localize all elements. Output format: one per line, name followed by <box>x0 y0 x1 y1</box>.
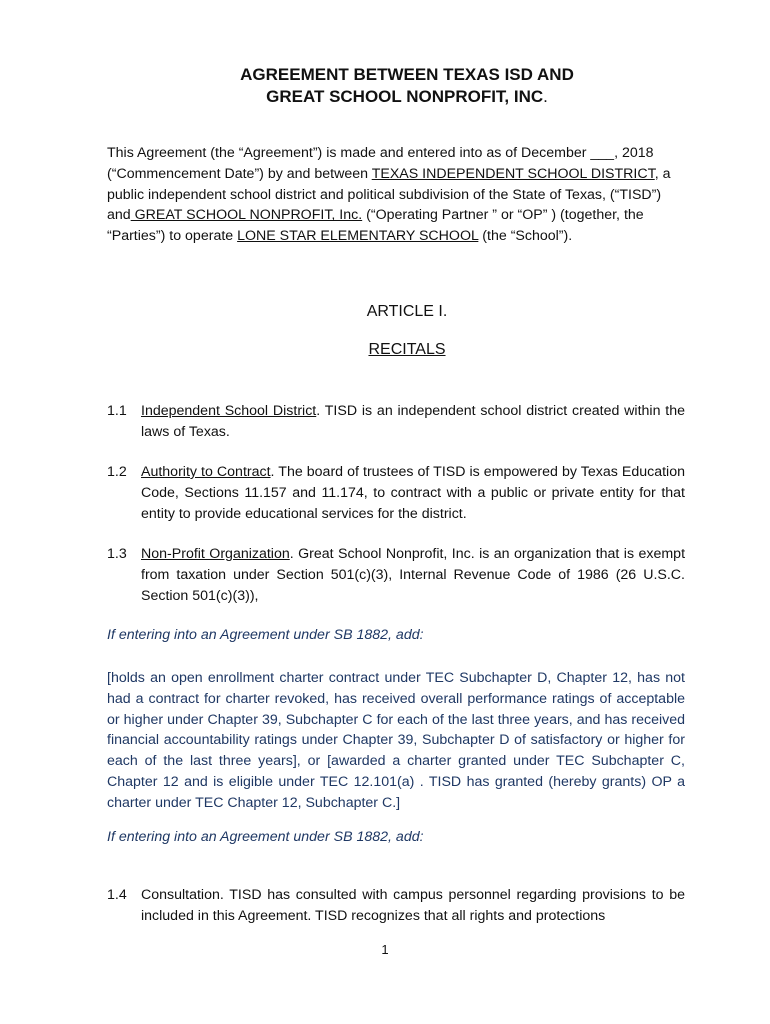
item-body <box>141 885 685 927</box>
item-body <box>141 544 685 606</box>
intro-school-name: LONE STAR ELEMENTARY SCHOOL <box>237 228 479 245</box>
title-line-2-period: . <box>543 87 548 106</box>
item-body <box>141 401 685 443</box>
sb1882-note-2: If entering into an Agreement under SB 1882, add: <box>107 829 424 845</box>
title-line-2 <box>0 86 770 108</box>
intro-party-op: GREAT SCHOOL NONPROFIT, Inc. <box>130 207 363 224</box>
item-text: . The board of trustees of TISD is empowered by Texas Education Code, Sections 11.157 and 11.174, to contract with a public or private entity for that entity to provide educational services for the district. <box>141 464 685 522</box>
item-number: 1.3 <box>107 546 127 562</box>
recital-item-1-3 <box>107 544 685 606</box>
title-line-2-text: GREAT SCHOOL NONPROFIT, INC <box>266 87 544 106</box>
page-number: 1 <box>381 942 389 957</box>
intro-text-2: , a public independent school district and political subdivision of the State of Texas, (“TISD”) and <box>107 165 671 224</box>
eligibility-bracket-paragraph: [holds an open enrollment charter contract under TEC Subchapter D, Chapter 12, has not had a contract for charter revoked, has received overall performance ratings of acceptable or higher under Chapter 39, Subchapter C for each of the last three years, and has received financial accountability ratings under Chapter 39, Subchapter D of satisfactory or higher for each of the last three years], or [awarded a charter granted under TEC Subchapter C, Chapter 12 and is eligible under TEC 12.101(a) . TISD has granted (hereby grants) OP a charter under TEC Chapter 12, Subchapter C.] <box>107 670 685 811</box>
item-number: 1.2 <box>107 464 127 480</box>
article-subheading: RECITALS <box>368 341 446 358</box>
document-title <box>0 64 770 108</box>
title-line-1: AGREEMENT BETWEEN TEXAS ISD AND <box>240 65 574 84</box>
intro-paragraph <box>107 143 685 247</box>
item-title: Non-Profit Organization <box>141 546 290 562</box>
sb1882-note-1: If entering into an Agreement under SB 1882, add: <box>107 627 424 643</box>
item-text: . Great School Nonprofit, Inc. is an organization that is exempt from taxation under Section 501(c)(3), Internal Revenue Code of 1986 (26 U.S.C. Section 501(c)(3)), <box>141 546 686 604</box>
intro-text-3: (“Operating Partner ” or “OP” ) (together, the “Parties”) to operate <box>107 207 644 245</box>
intro-text-4: (the “School”). <box>478 228 573 245</box>
intro-text-1: This Agreement (the “Agreement”) is made and entered into as of December ___, 2018 (“Commencement Date”) by and between <box>107 145 654 182</box>
recital-item-1-4 <box>107 885 685 927</box>
item-title: Authority to Contract <box>141 464 271 480</box>
item-number: 1.1 <box>107 403 127 419</box>
article-heading: ARTICLE I. <box>366 303 448 320</box>
item-body <box>141 462 685 524</box>
item-number: 1.4 <box>107 887 127 903</box>
recital-item-1-2 <box>107 462 685 524</box>
intro-party-tisd: TEXAS INDEPENDENT SCHOOL DISTRICT <box>371 165 655 182</box>
recital-item-1-1 <box>107 401 685 443</box>
item-title: Independent School District <box>141 403 317 419</box>
item-text: . TISD is an independent school district created within the laws of Texas. <box>141 403 685 440</box>
item-text: Consultation. TISD has consulted with campus personnel regarding provisions to be included in this Agreement. TISD recognizes that all rights and protections <box>141 887 685 924</box>
